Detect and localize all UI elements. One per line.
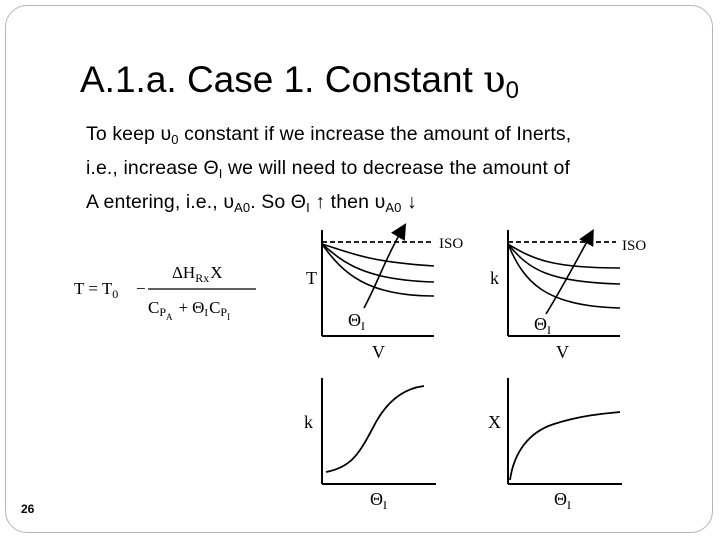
y-label: T (306, 268, 317, 288)
para-line-3 (86, 188, 686, 222)
para-line-2 (86, 154, 686, 188)
text-segment: υ (160, 123, 172, 145)
plot-x-vs-theta (484, 372, 656, 514)
text-segment: υ (223, 191, 235, 213)
para-line-1 (86, 120, 686, 154)
text-segment: A entering, i.e., (86, 191, 224, 213)
subscript: A0 (234, 200, 251, 215)
text-segment: Θ (290, 191, 307, 213)
y-label: k (490, 268, 499, 288)
text-segment: Θ (203, 157, 219, 179)
formula-denominator: $CP_A + \Theta ICP_I$ (148, 298, 231, 322)
curve-1 (508, 244, 620, 268)
y-label: k (304, 412, 313, 432)
x-label: V (556, 342, 569, 362)
text-segment: constant if we increase the amount of Inerts, (178, 123, 572, 145)
text-segment: To keep (86, 123, 161, 145)
subscript: 0 (171, 132, 179, 147)
title-upsilon: υ (483, 58, 506, 101)
arrow-label: $\Theta_I$ (348, 310, 365, 333)
formula-numerator: $\Delta H_{Rx}X$ (172, 263, 223, 285)
x-label: V (372, 342, 385, 362)
x-label: $\Theta_I$ (370, 489, 387, 512)
subscript: I (218, 166, 223, 181)
saturation-curve (510, 412, 620, 480)
subscript: I (306, 200, 310, 215)
text-segment: υ (374, 191, 386, 213)
sigmoid-curve (326, 386, 424, 472)
title-text: A.1.a. Case 1. Constant (80, 59, 484, 100)
page-number: 26 (21, 502, 35, 516)
subscript: A0 (385, 200, 402, 215)
plot-k-vs-theta (298, 372, 470, 514)
x-label: $\Theta_I$ (554, 489, 571, 512)
text-segment: ↑ then (309, 191, 375, 213)
formula-lhs: $T = T_0$ (74, 279, 119, 301)
iso-label: ISO (622, 238, 647, 254)
curve-2 (508, 244, 620, 284)
text-segment: ↓ (401, 191, 417, 213)
plot-t-vs-v (298, 222, 470, 364)
energy-balance-formula (72, 255, 272, 325)
curve-3 (322, 244, 434, 296)
iso-label: ISO (439, 236, 464, 252)
slide-title (80, 58, 519, 105)
formula-minus: − (136, 279, 146, 298)
text-segment: we will need to decrease the amount of (222, 157, 571, 179)
plot-k-vs-v (484, 222, 656, 364)
text-segment: . So (250, 191, 291, 213)
arrow-label: $\Theta_I$ (534, 314, 551, 337)
curve-1 (322, 244, 434, 266)
title-subscript: 0 (505, 77, 519, 104)
text-segment: i.e., increase (86, 157, 204, 179)
explanation-paragraph (86, 120, 686, 222)
y-label: X (488, 412, 501, 432)
